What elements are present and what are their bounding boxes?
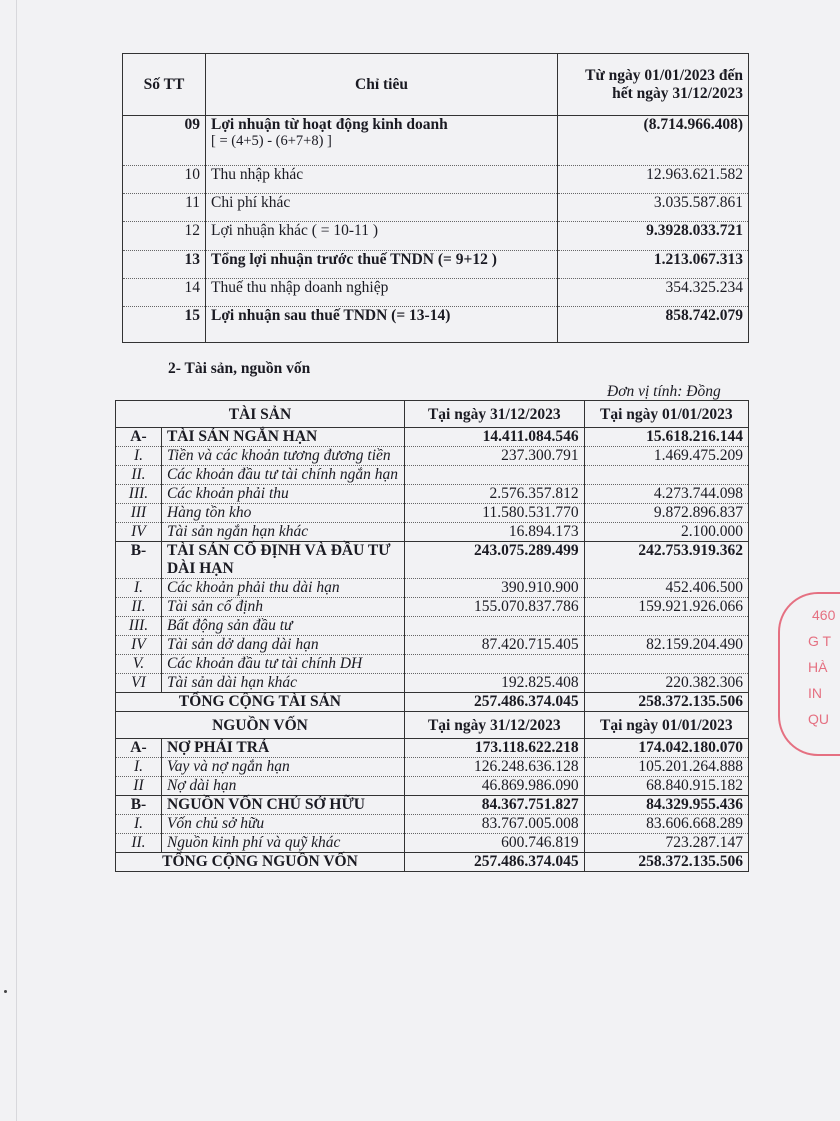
- value-2023-01-01: 2.100.000: [584, 523, 748, 542]
- row-code: V.: [116, 655, 162, 674]
- balance-rows: [116, 401, 749, 872]
- item-row: [116, 758, 749, 777]
- value-2023-01-01: 84.329.955.436: [584, 796, 748, 815]
- balance-sheet-table: [115, 400, 749, 872]
- row-code: IV: [116, 523, 162, 542]
- row-label-text: Chi phí khác: [211, 194, 291, 211]
- col-header-date-1: Tại ngày 31/12/2023: [404, 712, 584, 739]
- row-label: Vay và nợ ngắn hạn: [161, 758, 404, 777]
- row-code: VI: [116, 674, 162, 693]
- item-row: [116, 834, 749, 853]
- row-number: 14: [123, 279, 206, 307]
- row-label: Các khoản phải thu: [161, 485, 404, 504]
- row-label: Vốn chủ sở hữu: [161, 815, 404, 834]
- row-code: I.: [116, 447, 162, 466]
- income-row: [123, 116, 749, 166]
- value-2023-12-31: 16.894.173: [404, 523, 584, 542]
- value-2023-12-31: [404, 655, 584, 674]
- row-number: 15: [123, 307, 206, 343]
- row-label: Tài sản dở dang dài hạn: [161, 636, 404, 655]
- row-label: Các khoản đầu tư tài chính ngắn hạn: [161, 466, 404, 485]
- row-number: 12: [123, 222, 206, 251]
- income-row: [123, 251, 749, 279]
- value-2023-12-31: 126.248.636.128: [404, 758, 584, 777]
- value-2023-01-01: [584, 655, 748, 674]
- total-row: [116, 853, 749, 872]
- row-label-text: Lợi nhuận từ hoạt động kinh doanh: [211, 116, 448, 133]
- item-row: [116, 598, 749, 617]
- value-2023-01-01: 723.287.147: [584, 834, 748, 853]
- row-label: NỢ PHẢI TRẢ: [161, 739, 404, 758]
- total-label: TỔNG CỘNG TÀI SẢN: [116, 693, 405, 712]
- income-row: [123, 194, 749, 222]
- row-label: Các khoản đầu tư tài chính DH: [161, 655, 404, 674]
- value-2023-12-31: 46.869.986.090: [404, 777, 584, 796]
- stamp-line: G T: [808, 633, 832, 649]
- value-2023-01-01: [584, 617, 748, 636]
- value-2023-12-31: 600.746.819: [404, 834, 584, 853]
- col-header-date-1: Tại ngày 31/12/2023: [404, 401, 584, 428]
- group-row: [116, 739, 749, 758]
- value-2023-12-31: 14.411.084.546: [404, 428, 584, 447]
- row-label-text: Thu nhập khác: [211, 166, 304, 183]
- income-statement-table: [122, 53, 749, 343]
- row-code: A-: [116, 428, 162, 447]
- item-row: [116, 485, 749, 504]
- value-2023-12-31: 155.070.837.786: [404, 598, 584, 617]
- row-label: Tài sản dài hạn khác: [161, 674, 404, 693]
- value-2023-12-31: 390.910.900: [404, 579, 584, 598]
- value-2023-01-01: 1.469.475.209: [584, 447, 748, 466]
- value-2023-01-01: 452.406.500: [584, 579, 748, 598]
- row-code: II.: [116, 466, 162, 485]
- row-label: TÀI SẢN CỐ ĐỊNH VÀ ĐẦU TƯ DÀI HẠN: [161, 542, 404, 579]
- row-code: B-: [116, 542, 162, 579]
- row-label: Tài sản cố định: [161, 598, 404, 617]
- item-row: [116, 674, 749, 693]
- item-row: [116, 815, 749, 834]
- value-2023-12-31: [404, 617, 584, 636]
- total-label: TỔNG CỘNG NGUỒN VỐN: [116, 853, 405, 872]
- row-value: 12.963.621.582: [558, 166, 749, 194]
- value-2023-12-31: 192.825.408: [404, 674, 584, 693]
- income-rows: [123, 116, 749, 343]
- row-label: [206, 166, 558, 194]
- item-row: [116, 523, 749, 542]
- group-row: [116, 796, 749, 815]
- group-row: [116, 428, 749, 447]
- row-number: 13: [123, 251, 206, 279]
- value-2023-01-01: 105.201.264.888: [584, 758, 748, 777]
- row-code: A-: [116, 739, 162, 758]
- row-code: II: [116, 777, 162, 796]
- value-2023-12-31: 237.300.791: [404, 447, 584, 466]
- value-2023-12-31: 87.420.715.405: [404, 636, 584, 655]
- value-2023-12-31: 83.767.005.008: [404, 815, 584, 834]
- value-2023-01-01: 83.606.668.289: [584, 815, 748, 834]
- row-label: Nguồn kinh phí và quỹ khác: [161, 834, 404, 853]
- row-code: I.: [116, 815, 162, 834]
- income-row: [123, 279, 749, 307]
- col-header-no: Số TT: [123, 54, 206, 116]
- section-header-label: NGUỒN VỐN: [116, 712, 405, 739]
- income-row: [123, 222, 749, 251]
- scan-speck: [4, 990, 7, 993]
- col-header-date-2: Tại ngày 01/01/2023: [584, 712, 748, 739]
- item-row: [116, 636, 749, 655]
- row-label: [206, 279, 558, 307]
- total-2023-12-31: 257.486.374.045: [404, 853, 584, 872]
- row-label-text: Thuế thu nhập doanh nghiệp: [211, 279, 389, 296]
- value-2023-01-01: 174.042.180.070: [584, 739, 748, 758]
- row-label-text: Tổng lợi nhuận trước thuế TNDN (= 9+12 ): [211, 251, 497, 268]
- row-number: 10: [123, 166, 206, 194]
- stamp-line: 460: [812, 607, 836, 623]
- value-2023-12-31: 11.580.531.770: [404, 504, 584, 523]
- row-label: [206, 222, 558, 251]
- row-code: II.: [116, 598, 162, 617]
- group-row: [116, 542, 749, 579]
- row-code: III.: [116, 485, 162, 504]
- row-label: Nợ dài hạn: [161, 777, 404, 796]
- value-2023-01-01: 4.273.744.098: [584, 485, 748, 504]
- row-label: Tiền và các khoản tương đương tiền: [161, 447, 404, 466]
- stamp-line: IN: [808, 685, 822, 701]
- value-2023-01-01: 159.921.926.066: [584, 598, 748, 617]
- value-2023-01-01: [584, 466, 748, 485]
- stamp-line: HÀ: [808, 659, 828, 675]
- row-value: 858.742.079: [558, 307, 749, 343]
- row-code: II.: [116, 834, 162, 853]
- total-2023-01-01: 258.372.135.506: [584, 853, 748, 872]
- item-row: [116, 466, 749, 485]
- row-number: 09: [123, 116, 206, 166]
- value-2023-01-01: 220.382.306: [584, 674, 748, 693]
- row-label: [206, 251, 558, 279]
- row-label: NGUỒN VỐN CHỦ SỞ HỮU: [161, 796, 404, 815]
- income-row: [123, 307, 749, 343]
- row-value: 1.213.067.313: [558, 251, 749, 279]
- red-stamp: [778, 592, 840, 756]
- total-row: [116, 693, 749, 712]
- section-header-row: [116, 712, 749, 739]
- row-code: I.: [116, 758, 162, 777]
- row-label: TÀI SẢN NGẮN HẠN: [161, 428, 404, 447]
- total-2023-01-01: 258.372.135.506: [584, 693, 748, 712]
- income-row: [123, 166, 749, 194]
- row-code: B-: [116, 796, 162, 815]
- unit-note: Đơn vị tính: Đồng: [607, 383, 721, 400]
- item-row: [116, 777, 749, 796]
- stamp-line: QU: [808, 711, 829, 727]
- value-2023-12-31: 173.118.622.218: [404, 739, 584, 758]
- row-value: (8.714.966.408): [558, 116, 749, 166]
- item-row: [116, 504, 749, 523]
- item-row: [116, 655, 749, 674]
- row-code: III.: [116, 617, 162, 636]
- value-2023-12-31: 243.075.289.499: [404, 542, 584, 579]
- col-header-period: Từ ngày 01/01/2023 đến hết ngày 31/12/2023: [558, 54, 749, 116]
- value-2023-12-31: [404, 466, 584, 485]
- row-code: III: [116, 504, 162, 523]
- section-title: 2- Tài sản, nguồn vốn: [168, 360, 311, 377]
- row-formula: [ = (4+5) - (6+7+8) ]: [211, 133, 332, 149]
- row-label-text: Lợi nhuận sau thuế TNDN (= 13-14): [211, 307, 451, 324]
- value-2023-01-01: 242.753.919.362: [584, 542, 748, 579]
- item-row: [116, 447, 749, 466]
- value-2023-01-01: 68.840.915.182: [584, 777, 748, 796]
- row-label: Hàng tồn kho: [161, 504, 404, 523]
- section-header-label: TÀI SẢN: [116, 401, 405, 428]
- total-2023-12-31: 257.486.374.045: [404, 693, 584, 712]
- row-label-text: Lợi nhuận khác ( = 10-11 ): [211, 222, 379, 239]
- col-header-item: Chỉ tiêu: [206, 54, 558, 116]
- section-header-row: [116, 401, 749, 428]
- value-2023-01-01: 82.159.204.490: [584, 636, 748, 655]
- row-label: [206, 194, 558, 222]
- row-number: 11: [123, 194, 206, 222]
- row-label: Bất động sản đầu tư: [161, 617, 404, 636]
- row-label: Tài sản ngắn hạn khác: [161, 523, 404, 542]
- row-label: Các khoản phải thu dài hạn: [161, 579, 404, 598]
- value-2023-01-01: 9.872.896.837: [584, 504, 748, 523]
- row-label: [206, 116, 558, 166]
- page-edge: [16, 0, 17, 1121]
- col-header-date-2: Tại ngày 01/01/2023: [584, 401, 748, 428]
- row-value: 3.035.587.861: [558, 194, 749, 222]
- value-2023-01-01: 15.618.216.144: [584, 428, 748, 447]
- item-row: [116, 579, 749, 598]
- item-row: [116, 617, 749, 636]
- row-code: I.: [116, 579, 162, 598]
- row-code: IV: [116, 636, 162, 655]
- value-2023-12-31: 2.576.357.812: [404, 485, 584, 504]
- value-2023-12-31: 84.367.751.827: [404, 796, 584, 815]
- row-value: 9.3928.033.721: [558, 222, 749, 251]
- row-label: [206, 307, 558, 343]
- row-value: 354.325.234: [558, 279, 749, 307]
